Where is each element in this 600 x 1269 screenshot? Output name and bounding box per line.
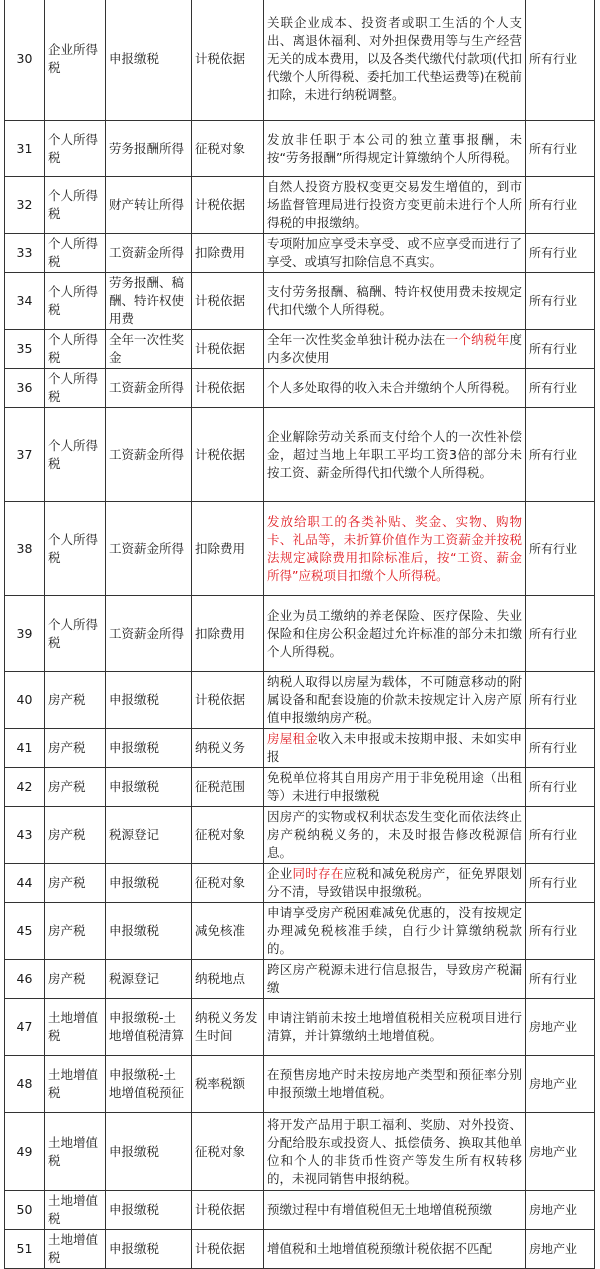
- tax-element: 纳税义务发生时间: [192, 999, 264, 1056]
- row-number: 41: [5, 729, 45, 768]
- tax-type: 土地增值税: [45, 1230, 106, 1269]
- table-row: [5, 903, 595, 960]
- table-row: [5, 330, 595, 369]
- row-number: 44: [5, 864, 45, 903]
- description-segment: 度内多次使用: [267, 332, 522, 365]
- description-segment: 同时存在: [292, 866, 344, 881]
- tax-element: 减免核准: [192, 903, 264, 960]
- description-segment: 个人多处取得的收入未合并缴纳个人所得税。: [267, 380, 518, 395]
- tax-element: 计税依据: [192, 1230, 264, 1269]
- risk-description: [264, 999, 526, 1056]
- tax-link: 申报缴税: [106, 0, 192, 121]
- table-row: [5, 596, 595, 672]
- row-number: 34: [5, 273, 45, 330]
- tax-element: 扣除费用: [192, 234, 264, 273]
- tax-link: 税源登记: [106, 807, 192, 864]
- description-segment: 企业: [267, 866, 293, 881]
- tax-type: 房产税: [45, 729, 106, 768]
- tax-link: 工资薪金所得: [106, 596, 192, 672]
- tax-type: 土地增值税: [45, 1056, 106, 1113]
- description-segment: 企业解除劳动关系而支付给个人的一次性补偿金，超过当地上年职工平均工资3倍的部分未按工资、薪金所得代扣代缴个人所得税。: [267, 428, 522, 480]
- risk-description: [264, 1113, 526, 1191]
- industry: 所有行业: [526, 672, 595, 729]
- tax-element: 纳税义务: [192, 729, 264, 768]
- description-segment: 因房产的实物或权利状态发生变化而依法终止房产税纳税义务的，未及时报告修改税源信息。: [267, 809, 522, 860]
- row-number: 46: [5, 960, 45, 999]
- tax-element: 计税依据: [192, 330, 264, 369]
- description-segment: 在预售房地产时未按房地产类型和预征率分别申报预缴土地增值税。: [267, 1067, 522, 1100]
- tax-element: 扣除费用: [192, 596, 264, 672]
- row-number: 49: [5, 1113, 45, 1191]
- tax-link: 申报缴税: [106, 729, 192, 768]
- description-segment: 支付劳务报酬、稿酬、特许权使用费未按规定代扣代缴个人所得税。: [267, 284, 522, 317]
- tax-link: 工资薪金所得: [106, 408, 192, 502]
- tax-type: 房产税: [45, 864, 106, 903]
- row-number: 43: [5, 807, 45, 864]
- tax-element: 征税对象: [192, 807, 264, 864]
- industry: 所有行业: [526, 807, 595, 864]
- description-segment: 自然人投资方股权变更交易发生增值的，到市场监督管理局进行投资方变更前未进行个人所得税的申报缴纳。: [267, 179, 522, 230]
- tax-element: 征税对象: [192, 1113, 264, 1191]
- row-number: 39: [5, 596, 45, 672]
- tax-type: 个人所得税: [45, 408, 106, 502]
- industry: 房地产业: [526, 1113, 595, 1191]
- description-segment: 增值税和土地增值税预缴计税依据不匹配: [267, 1241, 493, 1256]
- description-segment: 全年一次性奖金单独计税办法在: [267, 332, 446, 347]
- description-segment: 预缴过程中有增值税但无土地增值税预缴: [267, 1202, 493, 1217]
- row-number: 37: [5, 408, 45, 502]
- tax-risk-table: [4, 0, 595, 1269]
- table-row: [5, 864, 595, 903]
- table-row: [5, 0, 595, 121]
- row-number: 51: [5, 1230, 45, 1269]
- description-segment: 关联企业成本、投资者或职工生活的个人支出、离退休福利、对外担保费用等与生产经营无关的成本费用，以及各类代缴代付款项(代扣代缴个人所得税、委托加工代垫运费等)在税前扣除，未进行纳税调整。: [267, 14, 522, 102]
- tax-element: 计税依据: [192, 369, 264, 408]
- table-row: [5, 672, 595, 729]
- row-number: 35: [5, 330, 45, 369]
- industry: 所有行业: [526, 596, 595, 672]
- description-segment: 企业为员工缴纳的养老保险、医疗保险、失业保险和住房公积金超过允许标准的部分未扣缴个人所得税。: [267, 607, 522, 659]
- description-segment: 应税和减免税房产，征免界限划分不清，导致错误申报缴税。: [267, 866, 522, 899]
- description-segment: 跨区房产税源未进行信息报告，导致房产税漏缴: [267, 962, 522, 995]
- tax-link: 全年一次性奖金: [106, 330, 192, 369]
- risk-description: [264, 502, 526, 596]
- table-row: [5, 729, 595, 768]
- tax-type: 个人所得税: [45, 234, 106, 273]
- tax-link: 劳务报酬、稿酬、特许权使用费: [106, 273, 192, 330]
- tax-type: 土地增值税: [45, 999, 106, 1056]
- risk-description: [264, 1230, 526, 1269]
- risk-description: [264, 408, 526, 502]
- industry: 房地产业: [526, 1056, 595, 1113]
- tax-type: 土地增值税: [45, 1113, 106, 1191]
- tax-link: 申报缴税: [106, 1230, 192, 1269]
- industry: 所有行业: [526, 330, 595, 369]
- tax-type: 企业所得税: [45, 0, 106, 121]
- tax-element: 纳税地点: [192, 960, 264, 999]
- tax-type: 个人所得税: [45, 330, 106, 369]
- industry: 所有行业: [526, 903, 595, 960]
- tax-element: 税率税额: [192, 1056, 264, 1113]
- tax-link: 工资薪金所得: [106, 369, 192, 408]
- risk-description: [264, 960, 526, 999]
- table-row: [5, 234, 595, 273]
- row-number: 42: [5, 768, 45, 807]
- risk-description: [264, 234, 526, 273]
- tax-type: 个人所得税: [45, 273, 106, 330]
- table-row: [5, 807, 595, 864]
- description-segment: 申请注销前未按土地增值税相关应税项目进行清算，并计算缴纳土地增值税。: [267, 1010, 522, 1043]
- table-row: [5, 121, 595, 177]
- row-number: 40: [5, 672, 45, 729]
- table-row: [5, 177, 595, 234]
- tax-type: 个人所得税: [45, 502, 106, 596]
- risk-description: [264, 273, 526, 330]
- industry: 所有行业: [526, 234, 595, 273]
- tax-type: 个人所得税: [45, 596, 106, 672]
- industry: 所有行业: [526, 768, 595, 807]
- tax-element: 征税对象: [192, 864, 264, 903]
- industry: 房地产业: [526, 999, 595, 1056]
- description-segment: 专项附加应享受未享受、或不应享受而进行了享受、或填写扣除信息不真实。: [267, 236, 522, 269]
- row-number: 30: [5, 0, 45, 121]
- tax-type: 房产税: [45, 768, 106, 807]
- tax-element: 计税依据: [192, 177, 264, 234]
- tax-element: 计税依据: [192, 672, 264, 729]
- table-row: [5, 1056, 595, 1113]
- tax-type: 房产税: [45, 807, 106, 864]
- description-segment: 纳税人取得以房屋为载体，不可随意移动的附属设备和配套设施的价款未按规定计入房产原值申报缴纳房产税。: [267, 674, 522, 725]
- description-segment: 发放给职工的各类补贴、奖金、实物、购物卡、礼品等，未折算价值作为工资薪金并按税法规定减除费用扣除标准后，按“工资、薪金所得”应税项目扣缴个人所得税。: [267, 513, 522, 583]
- risk-description: [264, 729, 526, 768]
- industry: 所有行业: [526, 121, 595, 177]
- tax-link: 申报缴税: [106, 864, 192, 903]
- row-number: 33: [5, 234, 45, 273]
- description-segment: 房屋租金: [267, 731, 319, 746]
- risk-description: [264, 903, 526, 960]
- industry: 所有行业: [526, 502, 595, 596]
- risk-description: [264, 177, 526, 234]
- tax-type: 个人所得税: [45, 369, 106, 408]
- risk-description: [264, 369, 526, 408]
- industry: 房地产业: [526, 1191, 595, 1230]
- tax-type: 个人所得税: [45, 177, 106, 234]
- industry: 所有行业: [526, 177, 595, 234]
- tax-link: 申报缴税: [106, 768, 192, 807]
- table-row: [5, 768, 595, 807]
- table-row: [5, 999, 595, 1056]
- row-number: 38: [5, 502, 45, 596]
- description-segment: 收入未申报或未按期申报、未如实申报: [267, 731, 522, 764]
- risk-description: [264, 807, 526, 864]
- tax-link: 工资薪金所得: [106, 234, 192, 273]
- tax-link: 申报缴税: [106, 1191, 192, 1230]
- row-number: 50: [5, 1191, 45, 1230]
- risk-description: [264, 0, 526, 121]
- tax-element: 计税依据: [192, 0, 264, 121]
- tax-type: 房产税: [45, 672, 106, 729]
- industry: 所有行业: [526, 960, 595, 999]
- tax-element: 计税依据: [192, 273, 264, 330]
- tax-link: 财产转让所得: [106, 177, 192, 234]
- table-row: [5, 1113, 595, 1191]
- table-row: [5, 273, 595, 330]
- table-row: [5, 1230, 595, 1269]
- industry: 所有行业: [526, 729, 595, 768]
- row-number: 48: [5, 1056, 45, 1113]
- row-number: 31: [5, 121, 45, 177]
- risk-description: [264, 768, 526, 807]
- tax-link: 申报缴税-土地增值税清算: [106, 999, 192, 1056]
- table-row: [5, 369, 595, 408]
- table-body: [5, 0, 595, 1269]
- industry: 所有行业: [526, 408, 595, 502]
- risk-description: [264, 330, 526, 369]
- row-number: 47: [5, 999, 45, 1056]
- tax-type: 房产税: [45, 960, 106, 999]
- risk-description: [264, 121, 526, 177]
- row-number: 36: [5, 369, 45, 408]
- table-row: [5, 408, 595, 502]
- table-row: [5, 960, 595, 999]
- tax-link: 申报缴税-土地增值税预征: [106, 1056, 192, 1113]
- tax-element: 计税依据: [192, 408, 264, 502]
- industry: 所有行业: [526, 273, 595, 330]
- table-row: [5, 1191, 595, 1230]
- row-number: 45: [5, 903, 45, 960]
- risk-description: [264, 1056, 526, 1113]
- risk-description: [264, 1191, 526, 1230]
- tax-element: 扣除费用: [192, 502, 264, 596]
- description-segment: 申请享受房产税困难减免优惠的，没有按规定办理减免税核准手续，自行少计算缴纳税款的。: [267, 905, 522, 956]
- industry: 房地产业: [526, 1230, 595, 1269]
- description-segment: 将开发产品用于职工福利、奖励、对外投资、分配给股东或投资人、抵偿债务、换取其他单位和个人的非货币性资产等发生所有权转移的，未视同销售申报纳税。: [267, 1116, 522, 1186]
- risk-description: [264, 864, 526, 903]
- row-number: 32: [5, 177, 45, 234]
- tax-element: 计税依据: [192, 1191, 264, 1230]
- tax-type: 土地增值税: [45, 1191, 106, 1230]
- description-segment: 一个纳税年: [445, 332, 510, 347]
- industry: 所有行业: [526, 369, 595, 408]
- tax-type: 个人所得税: [45, 121, 106, 177]
- tax-link: 工资薪金所得: [106, 502, 192, 596]
- description-segment: 免税单位将其自用房产用于非免税用途（出租等）未进行申报缴税: [267, 770, 522, 803]
- risk-description: [264, 672, 526, 729]
- tax-link: 劳务报酬所得: [106, 121, 192, 177]
- risk-description: [264, 596, 526, 672]
- tax-link: 申报缴税: [106, 1113, 192, 1191]
- tax-type: 房产税: [45, 903, 106, 960]
- tax-element: 征税对象: [192, 121, 264, 177]
- description-segment: 发放非任职于本公司的独立董事报酬，未按“劳务报酬”所得规定计算缴纳个人所得税。: [267, 131, 522, 165]
- industry: 所有行业: [526, 0, 595, 121]
- tax-link: 税源登记: [106, 960, 192, 999]
- industry: 所有行业: [526, 864, 595, 903]
- table-row: [5, 502, 595, 596]
- tax-element: 征税范围: [192, 768, 264, 807]
- tax-link: 申报缴税: [106, 903, 192, 960]
- tax-link: 申报缴税: [106, 672, 192, 729]
